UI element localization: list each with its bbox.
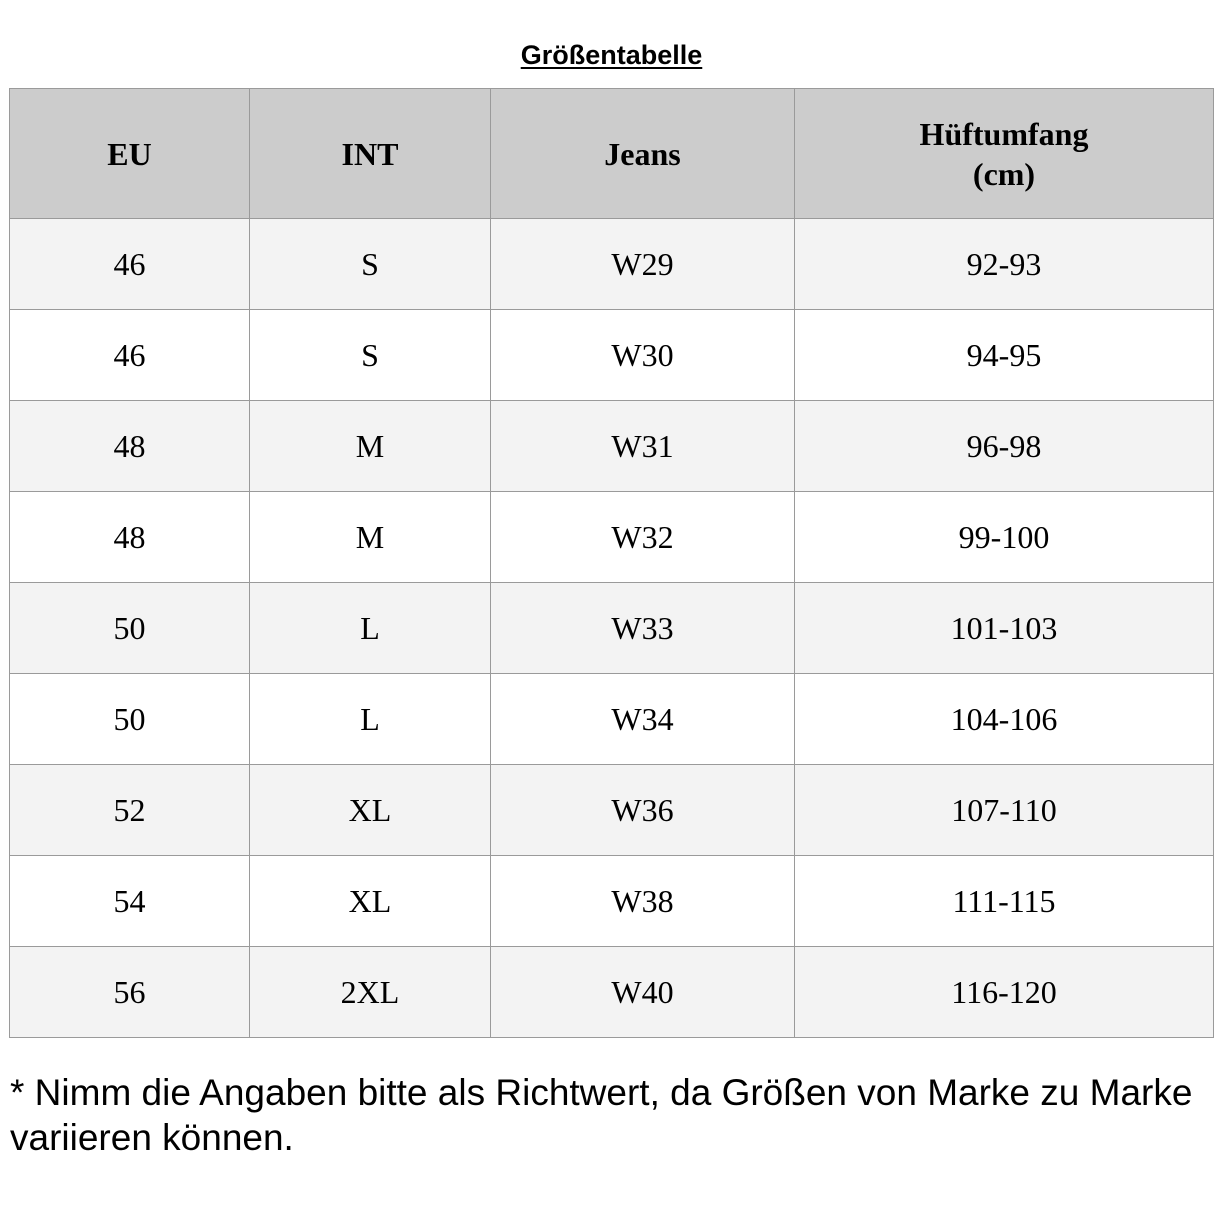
cell-eu: 52 (10, 765, 250, 856)
cell-eu: 56 (10, 947, 250, 1038)
table-header-row (10, 89, 1214, 219)
cell-eu: 50 (10, 674, 250, 765)
cell-jeans: W40 (491, 947, 795, 1038)
table-row (10, 947, 1214, 1038)
cell-eu: 46 (10, 310, 250, 401)
cell-int: S (250, 310, 491, 401)
cell-hip: 96-98 (795, 401, 1214, 492)
header-jeans: Jeans (491, 89, 795, 219)
header-eu: EU (10, 89, 250, 219)
page-title: Größentabelle (520, 40, 703, 70)
cell-hip: 101-103 (795, 583, 1214, 674)
cell-eu: 48 (10, 401, 250, 492)
cell-int: XL (250, 765, 491, 856)
cell-int: M (250, 492, 491, 583)
cell-hip: 99-100 (795, 492, 1214, 583)
cell-jeans: W34 (491, 674, 795, 765)
cell-eu: 48 (10, 492, 250, 583)
table-row (10, 219, 1214, 310)
table-row (10, 310, 1214, 401)
table-row (10, 856, 1214, 947)
table-row (10, 583, 1214, 674)
cell-hip: 107-110 (795, 765, 1214, 856)
cell-jeans: W36 (491, 765, 795, 856)
header-hip-circumference: Hüftumfang (cm) (795, 89, 1214, 219)
cell-eu: 46 (10, 219, 250, 310)
cell-jeans: W33 (491, 583, 795, 674)
cell-jeans: W29 (491, 219, 795, 310)
cell-eu: 50 (10, 583, 250, 674)
cell-jeans: W31 (491, 401, 795, 492)
cell-hip: 104-106 (795, 674, 1214, 765)
cell-hip: 111-115 (795, 856, 1214, 947)
disclaimer-note: * Nimm die Angaben bitte als Richtwert, da Größen von Marke zu Marke variieren können. (10, 1072, 1193, 1158)
table-row (10, 492, 1214, 583)
header-int: INT (250, 89, 491, 219)
size-chart-table (9, 88, 1214, 1038)
cell-jeans: W38 (491, 856, 795, 947)
cell-int: L (250, 583, 491, 674)
table-row (10, 401, 1214, 492)
cell-jeans: W30 (491, 310, 795, 401)
cell-int: S (250, 219, 491, 310)
cell-eu: 54 (10, 856, 250, 947)
cell-int: XL (250, 856, 491, 947)
cell-int: 2XL (250, 947, 491, 1038)
cell-hip: 92-93 (795, 219, 1214, 310)
cell-jeans: W32 (491, 492, 795, 583)
cell-int: M (250, 401, 491, 492)
cell-hip: 116-120 (795, 947, 1214, 1038)
table-row (10, 765, 1214, 856)
cell-hip: 94-95 (795, 310, 1214, 401)
table-row (10, 674, 1214, 765)
cell-int: L (250, 674, 491, 765)
